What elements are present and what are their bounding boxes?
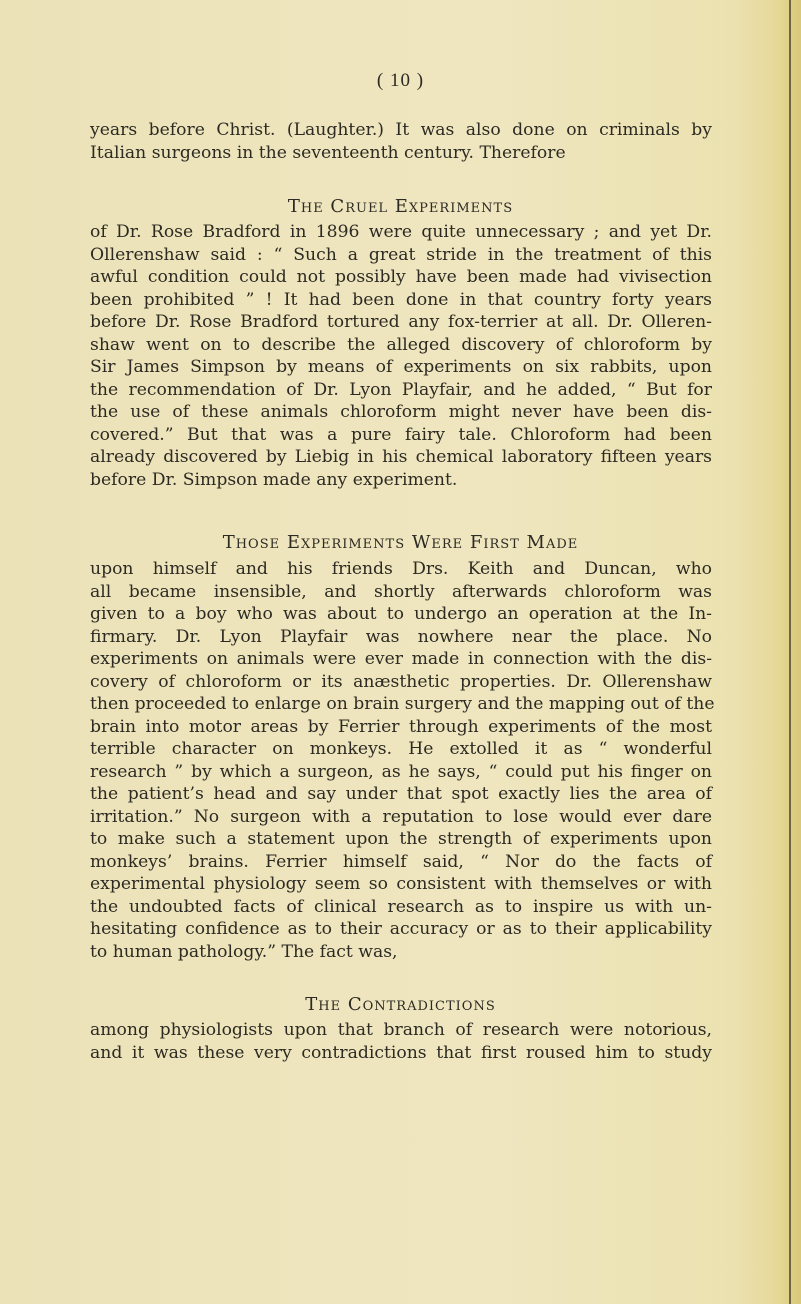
page-number: ( 10 ) <box>376 70 425 91</box>
text-line: years before Christ. (Laughter.) It was also done on criminals by <box>90 120 712 140</box>
text-line: before Dr. Simpson made any experiment. <box>90 469 458 490</box>
text-line: been prohibited ” ! It had been done in that country forty years <box>90 289 712 310</box>
text-line: Ollerenshaw said : “ Such a great stride in the treatment of this <box>90 244 712 265</box>
paragraph <box>90 221 712 491</box>
text-line: already discovered by Liebig in his chemical laboratory fifteen years <box>90 447 712 467</box>
paragraph <box>90 119 712 164</box>
text-line: Italian surgeons in the seventeenth century. Therefore <box>90 142 566 163</box>
text-line: terrible character on monkeys. He extolled it as “ wonderful <box>90 739 712 759</box>
text-line: the patient’s head and say under that spot exactly lies the area of <box>90 784 712 804</box>
text-line: of Dr. Rose Bradford in 1896 were quite unnecessary ; and yet Dr. <box>90 222 712 242</box>
text-line: shaw went on to describe the alleged discovery of chloroform by <box>90 334 712 355</box>
section-heading: Those Experiments Were First Made <box>222 532 579 553</box>
text-line: the recommendation of Dr. Lyon Playfair, and he added, “ But for <box>90 379 712 400</box>
text-line: upon himself and his friends Drs. Keith and Duncan, who <box>90 559 712 579</box>
text-line: given to a boy who was about to undergo an operation at the In- <box>90 604 712 624</box>
text-line: to make such a statement upon the strength of experiments upon <box>90 829 712 849</box>
text-line: experiments on animals were ever made in connection with the dis- <box>90 649 712 669</box>
text-line: before Dr. Rose Bradford tortured any fox-terrier at all. Dr. Olleren- <box>90 312 712 332</box>
text-line: the use of these animals chloroform might never have been dis- <box>90 402 712 422</box>
text-line: all became insensible, and shortly afterwards chloroform was <box>90 581 712 602</box>
text-line: among physiologists upon that branch of research were notorious, <box>90 1020 712 1040</box>
section-heading: The Cruel Experiments <box>287 196 514 217</box>
text-line: to human pathology.” The fact was, <box>90 941 398 962</box>
text-line: then proceeded to enlarge on brain surgery and the mapping out of the <box>90 694 715 714</box>
paragraph <box>90 558 715 963</box>
text-line: covered.” But that was a pure fairy tale. Chloroform had been <box>90 424 712 445</box>
paragraph <box>90 1019 712 1064</box>
text-line: Sir James Simpson by means of experiments on six rabbits, upon <box>90 357 712 377</box>
text-line: irritation.” No surgeon with a reputation to lose would ever dare <box>90 806 712 827</box>
text-line: hesitating confidence as to their accuracy or as to their applicability <box>90 919 712 939</box>
text-line: and it was these very contradictions that first roused him to study <box>90 1042 712 1063</box>
text-line: awful condition could not possibly have been made had vivisection <box>90 267 712 287</box>
text-line: covery of chloroform or its anæsthetic properties. Dr. Ollerenshaw <box>90 671 712 692</box>
text-line: experimental physiology seem so consistent with themselves or with <box>90 874 712 894</box>
text-line: brain into motor areas by Ferrier through experiments of the most <box>90 716 712 737</box>
text-line: research ” by which a surgeon, as he says, “ could put his finger on <box>90 761 712 782</box>
text-line: monkeys’ brains. Ferrier himself said, “ Nor do the facts of <box>90 851 712 872</box>
text-line: firmary. Dr. Lyon Playfair was nowhere near the place. No <box>90 626 712 647</box>
section-heading: The Contradictions <box>305 994 496 1015</box>
text-line: the undoubted facts of clinical research as to inspire us with un- <box>90 896 712 917</box>
